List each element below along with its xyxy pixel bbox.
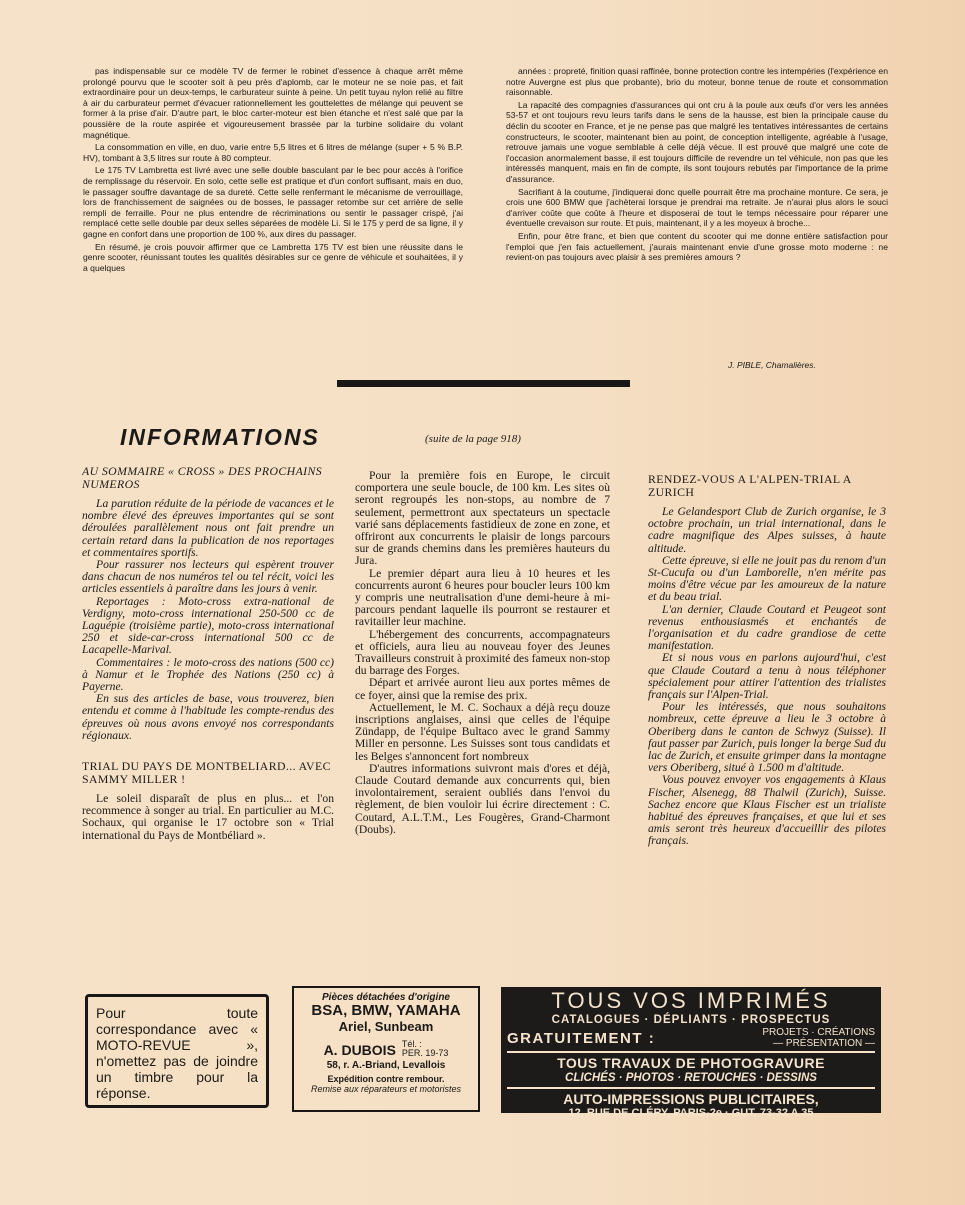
article-right-column — [506, 66, 888, 358]
dubois-name: A. DUBOIS — [323, 1042, 396, 1058]
article-paragraph: La rapacité des compagnies d'assurances qui ont cru à la poule aux œufs d'or vers les années 53-57 et ont toujours revu leurs tarifs dans le sens de la hausse, est bien la principale cause du déclin du scooter en France, et je ne pense pas que malgré les tentatives intéressantes de certains constructeurs, le scooter, maintenant bien au point, de conception intelligente, agréable à l'usage, retrouve jamais une vogue semblable à celle déjà vécue. Il est prouvé que malgré une cote de l'occasion anormalement basse, il est toujours difficile de revendre un tel véhicule, non pas que les intéressés manquent, mais en fin de compte, ils sont toujours rebutés par l'importance de la prime d'assurance. — [506, 99, 888, 184]
info-paragraph: Cette épreuve, si elle ne jouit pas du renom d'un St-Cucufa ou d'un Lamborelle, n'en mérite pas moins d'être vécue par les amoureux de la nature et du beau trial. — [648, 553, 886, 604]
info-paragraph: Départ et arrivée auront lieu aux portes mêmes de ce foyer, ainsi que la remise des prix. — [355, 676, 610, 702]
info-column-3 — [648, 473, 886, 985]
dubois-discount-note: Remise aux réparateurs et motoristes — [310, 1084, 462, 1094]
article-paragraph: Sacrifiant à la coutume, j'indiquerai donc quelle pourrait être ma prochaine monture. Ce sera, je crois une 600 BMW que j'achèterai lorsque je prendrai ma retraite. Je n'aurai plus alors le souci d'arriver coûte que coûte à l'heure et disposerai de tout le temps nécessaire pour réparer une éventuelle crevaison sur route. Et puis, maintenant, il y a les moyeux à broche... — [506, 186, 888, 229]
info-paragraph: L'an dernier, Claude Coutard et Peugeot sont revenus enthousiasmés et enchantés de l'organisation et du cadre grandiose de cette manifestation. — [648, 602, 886, 653]
cross-summary-body — [82, 498, 334, 742]
info-paragraph: Le soleil disparaît de plus en plus... et l'on recommence à songer au trial. En particulier au M.C. Sochaux, qui organise le 17 octobre son « Trial international du Pays de Montbéliard ». — [82, 792, 334, 842]
dubois-shipping-note: Expédition contre rembour. — [327, 1074, 445, 1084]
info-paragraph: Pour les intéressés, que nous souhaitons nombreux, cette épreuve a lieu le 3 octobre à Oberiberg dans le canton de Schwyz (Suisse). Il faut passer par Zurich, puis longer la berge Sud du lac de Zurich, et ensuite grimper dans la montagne vers Oberiberg, situé à 1.500 m d'altitude. — [648, 700, 886, 775]
info-paragraph: La parution réduite de la période de vacances et le nombre élevé des épreuves importantes qui se sont déroulées parallèlement nous ont fait prendre un certain retard dans la publication de nos reportages et commentaires sportifs. — [82, 497, 334, 559]
info-paragraph: Commentaires : le moto-cross des nations (500 cc) à Namur et le Trophée des Nations (250 cc) à Payerne. — [82, 655, 334, 694]
dubois-brands: BSA, BMW, YAMAHA — [311, 1002, 461, 1019]
trial-details-body — [355, 470, 610, 836]
heading-alpen-trial: RENDEZ-VOUS A L'ALPEN-TRIAL A ZURICH — [648, 473, 852, 499]
info-paragraph: Vous pouvez envoyer vos engagements à Klaus Fischer, Alsenegg, 88 Thalwil (Zurich), Suisse. Sachez encore que Klaus Fischer est un trialiste habitué des épreuves françaises, et que lui et ses amis seront très heureux d'accueillir des pilotes français. — [648, 773, 886, 848]
article-paragraph: La consommation en ville, en duo, varie entre 5,5 litres et 6 litres de mélange (super + 5 % B.P. HV), tombant à 3,5 litres sur route à 80 compteur. — [83, 142, 463, 163]
dubois-tel-number: PER. 19-73 — [401, 1048, 449, 1058]
article-signature: J. PIBLE, Chamalières. — [728, 360, 816, 370]
printing-projects-line: PROJETS · CRÉATIONS — [762, 1027, 875, 1038]
section-title: INFORMATIONS — [120, 424, 320, 450]
printing-free-label: GRATUITEMENT : — [507, 1029, 656, 1047]
article-paragraph: En résumé, je crois pouvoir affirmer que ce Lambretta 175 TV est bien une réussite dans le genre scooter, réunissant toutes les qualités désirables sur ce genre de véhicule et souhaitées, il y a quelques — [83, 241, 463, 273]
printing-presentation-line: — PRÉSENTATION — — [773, 1038, 875, 1049]
info-paragraph: Actuellement, le M. C. Sochaux a déjà reçu douze inscriptions anglaises, ainsi que celles de l'équipe Zündapp, de l'équipe Bultaco avec le grand Sammy Miller en personne. Les Suisses sont tous candidats et les Belges s'annoncent fort nombreux — [355, 700, 610, 763]
printing-services: CLICHÉS · PHOTOS · RETOUCHES · DESSINS — [565, 1072, 817, 1084]
info-paragraph: Pour la première fois en Europe, le circuit comportera une seule boucle, de 100 km. Les sites où seront regroupés les non-stops, au nombre de 7 seulement, permettront aux spectateurs un spectacle varié sans déplacements fastidieux de zone en zone, et offriront aux concurrents le plaisir de longs parcours sur de grands chemins dans les premières hauteurs du Jura. — [355, 470, 610, 568]
dubois-tel — [402, 1040, 449, 1058]
trial-montbeliard-body — [82, 793, 334, 842]
section-continued-note: (suite de la page 918) — [425, 433, 521, 445]
printing-photoengraving: TOUS TRAVAUX DE PHOTOGRAVURE — [557, 1055, 825, 1071]
heading-trial-montbeliard: TRIAL DU PAYS DE MONTBELIARD... AVEC SAMMY MILLER ! — [82, 759, 331, 787]
article-left-column — [83, 66, 463, 372]
article-paragraph: années : propreté, finition quasi raffinée, bonne protection contre les intempéries (l'expérience en notre Auvergne est plus que probante), brio du moteur, bonne tenue de route et consommation raisonnable. — [506, 66, 888, 98]
printing-auto-impressions: AUTO-IMPRESSIONS PUBLICITAIRES, — [563, 1091, 819, 1107]
article-paragraph: Le 175 TV Lambretta est livré avec une selle double basculant par le bec pour accès à l'orifice de remplissage du réservoir. En solo, cette selle est pratique et d'un confort suffisant, mais en duo, le passager souffre davantage de sa dureté. Cette selle renfermant le mécanisme de verrouillage, lors de franchissement de saignées ou de bosses, le passager retombe sur cet arrière de selle rempli de ferraille. Pour ne plus entendre de récriminations ou sentir le passager crispé, j'ai remplacé cette selle double par deux selles séparées de modèle Li. Si le 175 y perd de sa ligne, il y gagne en confort dans une proportion de 100 %, aux dires du passager. — [83, 165, 463, 239]
heading-cross-summary: AU SOMMAIRE « CROSS » DES PROCHAINS NUMEROS — [82, 465, 323, 491]
dubois-address: 58, r. A.-Briand, Levallois — [326, 1060, 446, 1071]
alpen-trial-body — [648, 506, 886, 848]
info-paragraph: L'hébergement des concurrents, accompagnateurs et officiels, aura lieu au nouveau foyer des Jeunes Travailleurs construit à proximité des fameux non-stop du barrage des Forges. — [355, 627, 610, 678]
info-paragraph: En sus des articles de base, vous trouverez, bien entendu et comme à l'habitude les compte-rendus des épreuves où nous avons envoyé nos correspondants régionaux. — [82, 692, 334, 742]
printing-divider — [507, 1051, 875, 1053]
printing-ad — [501, 987, 881, 1119]
printing-title: TOUS VOS IMPRIMÉS — [551, 988, 831, 1013]
correspondence-notice: Pour toute correspondance avec « MOTO-REVUE », n'omettez pas de joindre un timbre pour la réponse. — [85, 994, 269, 1108]
section-divider — [337, 380, 630, 387]
printing-divider-2 — [507, 1087, 875, 1089]
dubois-brands-2: Ariel, Sunbeam — [338, 1019, 434, 1034]
info-paragraph: Pour rassurer nos lecteurs qui espèrent trouver dans chacun de nos numéros tel ou tel récit, voici les articles essentiels à paraître dans les jours à venir. — [82, 558, 334, 596]
info-column-1 — [82, 465, 334, 985]
dubois-tel-label: Tél. : — [401, 1039, 422, 1049]
article-paragraph: Enfin, pour être franc, et bien que content du scooter qui me donne entière satisfaction pour l'emploi que j'en fais actuellement, j'aurais maintenant envie d'une grosse moto moderne : ne revient-on pas toujours avec plaisir à ses premières amours ? — [506, 230, 888, 263]
info-column-2 — [355, 470, 610, 985]
info-paragraph: Le premier départ aura lieu à 10 heures et les concurrents auront 6 heures pour boucler leurs 100 km y compris une neutralisation d'une demi-heure à mi-parcours pendant laquelle ils pourront se restaurer et ravitailler leur machine. — [355, 566, 610, 629]
info-paragraph: D'autres informations suivront mais d'ores et déjà, Claude Coutard demande aux concurrents qui, bien involontairement, seraient oubliés dans l'envoi du règlement, de bien vouloir lui écrire directement : C. Coutard, A.L.T.M., Les Fougères, Grand-Charmont (Doubs). — [355, 761, 610, 836]
printing-address: 12, RUE DE CLÉRY, PARIS-2e · GUT. 73-32 A 35 — [568, 1107, 814, 1119]
info-paragraph: Reportages : Moto-cross extra-national de Verdigny, moto-cross international 250-500 cc de Laguépie (troisième partie), moto-cross international 250 et side-car-cross international 500 cc de Lacapelle-Marival. — [82, 594, 334, 657]
printing-catalogue-line: CATALOGUES · DÉPLIANTS · PROSPECTUS — [551, 1014, 831, 1026]
dubois-parts-line: Pièces détachées d'origine — [322, 992, 450, 1003]
article-paragraph: pas indispensable sur ce modèle TV de fermer le robinet d'essence à chaque arrêt même prolongé pourvu que le scooter soit à peu près d'aplomb, car le moteur ne se noie pas, et fait extraordinaire pour un deux-temps, le carburateur suinte à peine. Un petit tuyau nylon relié au filtre à air du carburateur permet d'évacuer rationnellement les gouttelettes de mélange qui peuvent se former à la prise d'air. D'autre part, le bloc carter-moteur est bien étanche et n'est salé que par la poussière de la route aspirée et vigoureusement brassée par la turbine solidaire du volant magnétique. — [83, 66, 463, 140]
info-paragraph: Le Gelandesport Club de Zurich organise, le 3 octobre prochain, un trial international, dans le cadre magnifique des Alpes suisses, à haute altitude. — [648, 505, 886, 555]
info-paragraph: Et si nous vous en parlons aujourd'hui, c'est que Claude Coutard a tenu à nous téléphoner spécialement pour attirer l'attention des trialistes français sur l'Alpen-Trial. — [648, 651, 886, 702]
printing-projects — [762, 1027, 875, 1049]
dubois-parts-ad — [292, 986, 480, 1112]
